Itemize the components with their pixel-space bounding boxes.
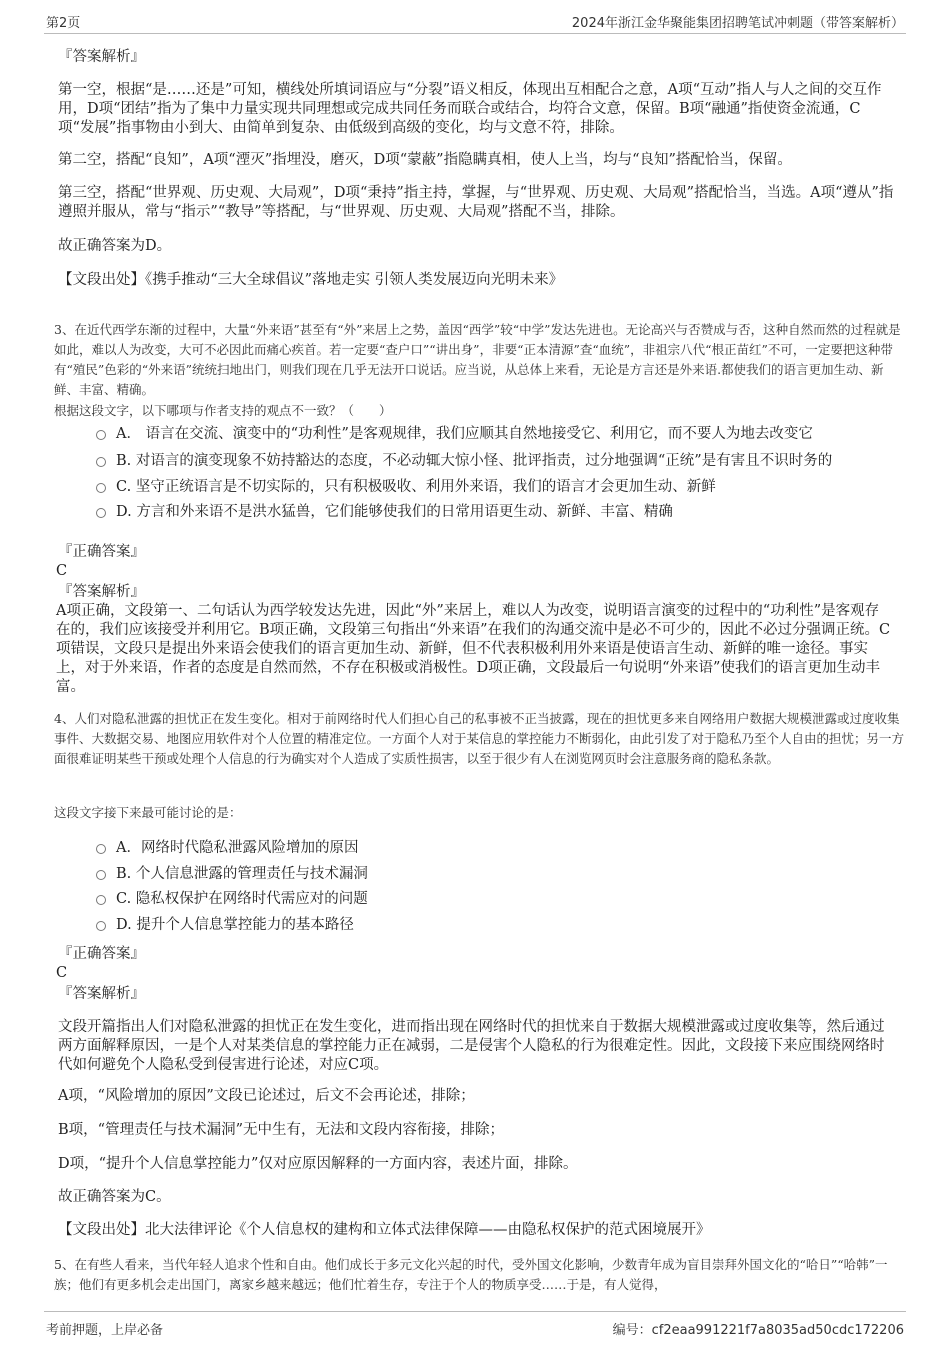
radio-icon[interactable] <box>96 457 106 467</box>
radio-icon[interactable] <box>96 895 106 905</box>
q2-conclusion: 故正确答案为D。 <box>58 238 172 254</box>
q4-conclusion: 故正确答案为C。 <box>58 1189 171 1205</box>
q4-source: 【文段出处】北大法律评论《个人信息权的建构和立体式法律保障——由隐私权保护的范式困境展开》 <box>58 1222 711 1238</box>
document-title: 2024年浙江金华聚能集团招聘笔试冲刺题（带答案解析） <box>571 16 904 31</box>
radio-icon[interactable] <box>96 870 106 880</box>
q3-stem: 3、在近代西学东渐的过程中，大量“外来语”甚至有“外”来居上之势，盖因“西学”较“中学”发达先进也。无论高兴与否赞成与否，这种自然而然的过程就是如此，难以人为改变，大可不必因此而痛心疾首。若一定要“查户口”“讲出身”，非要“正本清源”查“血统”，非祖宗八代“根正苗红”不可，一定要把这种带有“殖民”色彩的“外来语”统统扫地出门，则我们现在几乎无法开口说话。应当说，从总体上来看，无论是方言还是外来语.都使我们的语言更加生动、新鲜、丰富、精确。 <box>54 322 901 397</box>
q2-analysis-p2: 第二空，搭配“良知”，A项“湮灭”指埋没，磨灭，D项“蒙蔽”指隐瞒真相，使人上当，均与“良知”搭配恰当，保留。 <box>58 152 792 168</box>
footer-slogan: 考前押题，上岸必备 <box>46 1323 164 1338</box>
q3-option-b[interactable]: B. 对语言的演变现象不妨持豁达的态度，不必动辄大惊小怪、批评指责，过分地强调“正统”是有害且不识时务的 <box>96 451 832 471</box>
q4-answer: C <box>56 965 68 981</box>
q4-question: 这段文字接下来最可能讨论的是： <box>54 805 242 820</box>
q4-analysis-p4: D项，“提升个人信息掌控能力”仅对应原因解释的一方面内容，表述片面，排除。 <box>58 1156 578 1172</box>
header-divider <box>44 33 906 34</box>
radio-icon[interactable] <box>96 921 106 931</box>
q3-question: 根据这段文字，以下哪项与作者支持的观点不一致？（ ） <box>54 403 392 418</box>
q2-analysis-p3: 第三空，搭配“世界观、历史观、大局观”，D项“秉持”指主持，掌握，与“世界观、历史观、大局观”搭配恰当，当选。A项“遵从”指遵照并服从，常与“指示”“教导”等搭配，与“世界观、历史观、大局观”搭配不当，排除。 <box>58 185 894 220</box>
radio-icon[interactable] <box>96 483 106 493</box>
radio-icon[interactable] <box>96 508 106 518</box>
page-footer <box>0 1305 950 1345</box>
q4-analysis-p2: A项，“风险增加的原因”文段已论述过，后文不会再论述，排除； <box>58 1088 475 1104</box>
document-code: 编号：cf2eaa991221f7a8035ad50cdc172206 <box>612 1323 904 1338</box>
q3-option-c[interactable]: C. 坚守正统语言是不切实际的，只有积极吸收、利用外来语，我们的语言才会更加生动、新鲜 <box>96 477 716 497</box>
radio-icon[interactable] <box>96 430 106 440</box>
q3-answer-title: 『正确答案』 <box>58 544 145 560</box>
q4-option-d[interactable]: D. 提升个人信息掌控能力的基本路径 <box>96 915 354 935</box>
q4-analysis-title: 『答案解析』 <box>58 986 145 1002</box>
q4-analysis-p3: B项，“管理责任与技术漏洞”无中生有，无法和文段内容衔接，排除； <box>58 1122 504 1138</box>
q2-source: 【文段出处】《携手推动“三大全球倡议”落地走实 引领人类发展迈向光明未来》 <box>58 272 564 288</box>
q4-option-c[interactable]: C. 隐私权保护在网络时代需应对的问题 <box>96 889 368 909</box>
q5-stem: 5、在有些人看来，当代年轻人追求个性和自由。他们成长于多元文化兴起的时代，受外国文化影响，少数青年成为盲目崇拜外国文化的“哈日”“哈韩”一族；他们有更多机会走出国门，离家乡越来越远；他们忙着生存，专注于个人的物质享受……于是，有人觉得， <box>54 1257 888 1292</box>
q3-analysis-title: 『答案解析』 <box>58 584 145 600</box>
q4-analysis-p1: 文段开篇指出人们对隐私泄露的担忧正在发生变化，进而指出现在网络时代的担忧来自于数据大规模泄露或过度收集等，然后通过两方面解释原因，一是个人对某类信息的掌控能力正在减弱，二是侵害个人隐私的行为很难定性。因此，文段接下来应围绕网络时代如何避免个人隐私受到侵害进行论述，对应C项。 <box>58 1019 885 1073</box>
q2-analysis-title: 『答案解析』 <box>58 49 145 65</box>
page-number: 第2页 <box>46 16 81 31</box>
q3-option-a[interactable]: A． 语言在交流、演变中的“功利性”是客观规律，我们应顺其自然地接受它、利用它，而不要人为地去改变它 <box>96 424 813 444</box>
q4-option-a[interactable]: A．网络时代隐私泄露风险增加的原因 <box>96 838 358 858</box>
q4-answer-title: 『正确答案』 <box>58 946 145 962</box>
radio-icon[interactable] <box>96 844 106 854</box>
q2-analysis-p1: 第一空，根据“是……还是”可知，横线处所填词语应与“分裂”语义相反，体现出互相配合之意，A项“互动”指人与人之间的交互作用，D项“团结”指为了集中力量实现共同理想或完成共同任务而联合或结合，均符合文意，保留。B项“融通”指使资金流通，C项“发展”指事物由小到大、由简单到复杂、由低级到高级的变化，均与文意不符，排除。 <box>58 82 882 136</box>
page-header <box>0 0 950 36</box>
footer-divider <box>44 1311 906 1312</box>
q3-answer: C <box>56 563 68 579</box>
q4-stem: 4、人们对隐私泄露的担忧正在发生变化。相对于前网络时代人们担心自己的私事被不正当披露，现在的担忧更多来自网络用户数据大规模泄露或过度收集事件、大数据交易、地图应用软件对个人位置的精准定位。一方面个人对于某信息的掌控能力不断弱化，由此引发了对于隐私乃至个人自由的担忧；另一方面很难证明某些干预或处理个人信息的行为确实对个人造成了实质性损害，以至于很少有人在浏览网页时会注意服务商的隐私条款。 <box>54 711 905 766</box>
q3-analysis: A项正确，文段第一、二句话认为西学较发达先进，因此“外”来居上，难以人为改变，说明语言演变的过程中的“功利性”是客观存在的，我们应该接受并利用它。B项正确，文段第三句指出“外来语”在我们的沟通交流中是必不可少的，因此不必过分强调正统。C项错误，文段只是提出外来语会使我们的语言更加生动、新鲜，但不代表积极利用外来语是使语言生动、新鲜的唯一途径。事实上，对于外来语，作者的态度是自然而然，不存在积极或消极性。D项正确，文段最后一句说明“外来语”使我们的语言更加生动丰富。 <box>56 603 891 695</box>
q4-option-b[interactable]: B. 个人信息泄露的管理责任与技术漏洞 <box>96 864 368 884</box>
q3-option-d[interactable]: D. 方言和外来语不是洪水猛兽，它们能够使我们的日常用语更生动、新鲜、丰富、精确 <box>96 502 673 522</box>
